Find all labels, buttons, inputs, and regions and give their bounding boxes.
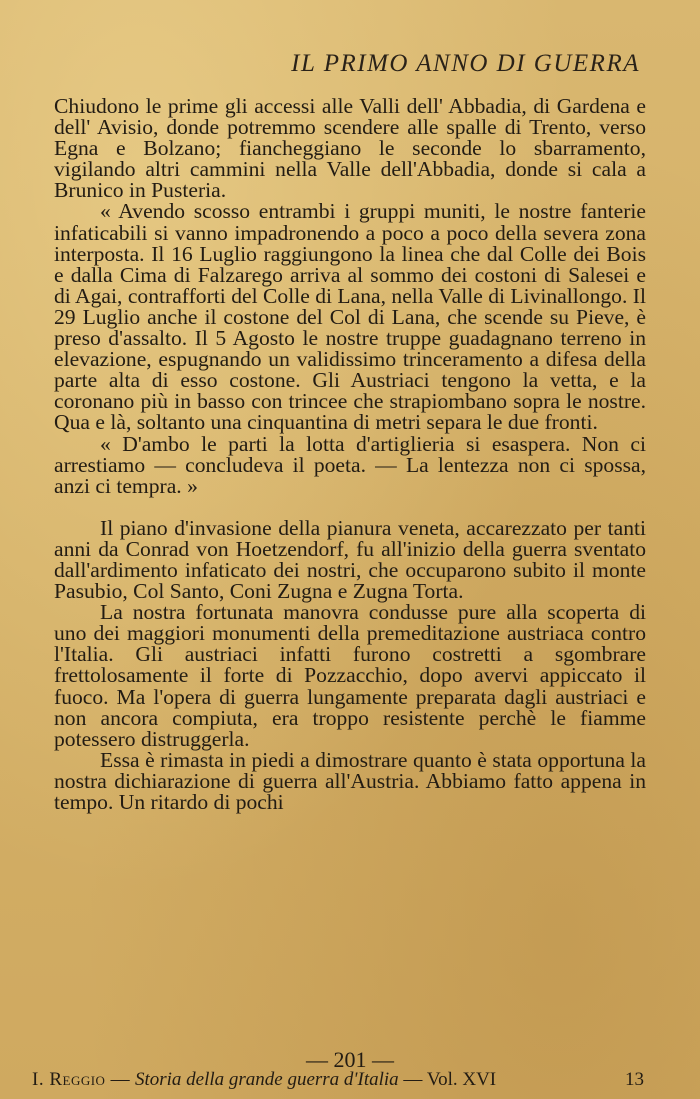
paragraph: « D'ambo le parti la lotta d'artiglieria si esaspera. Non ci arrestiamo — concludeva il poeta. — La lentezza non ci spossa, anzi ci tempra. » [54,431,646,498]
footer [32,1069,644,1091]
footer-work-title: Storia della grande guerra d'Italia [134,1069,399,1090]
paragraph: Il piano d'invasione della pianura veneta, accarezzato per tanti anni da Conrad von Hoetzendorf, fu all'inizio della guerra sventato dall'ardimento infaticato dei nostri, che occuparono subito il monte Pasubio, Col Santo, Coni Zugna e Zugna Torta. [54,515,646,604]
page-number: — 201 — [306,1047,394,1072]
paragraph: La nostra fortunata manovra condusse pure alla scoperta di uno dei maggiori monumenti della premeditazione austriaca contro l'Italia. Gli austriaci infatti furono costretti a sgombrare frettolosamente il forte di Pozzacchio, dopo avervi appiccato il fuoco. Ma l'opera di guerra lungamente preparata dagli austriaci e non ancora compiuta, era troppo resistente perchè le fiamme potessero distruggerla. [54,600,646,751]
footer-volume: — Vol. XVI [403,1069,497,1090]
paragraph: « Avendo scosso entrambi i gruppi muniti, le nostre fanterie infaticabili si vanno impadronendo a poco a poco della severa zona interposta. Il 16 Luglio raggiungono la linea che dal Colle dei Bois e dalla Cima di Falzarego arriva al sommo dei costoni di Salesei e di Agai, contrafforti del Colle di Lana, nella Valle di Livinallongo. Il 29 Luglio anche il costone del Col di Lana, che scende su Pieve, è preso d'assalto. Il 5 Agosto le nostre truppe guadagnano terreno in elevazione, espugnando un validissimo trinceramento a difesa della parte alta di esso costone. Gli Austriaci tengono la vetta, e la coronano più in basso con trincee che strapiombano sopra le nostre. Qua e là, soltanto una cinquantina di metri separa le due fronti. [54,199,646,435]
footer-signature: 13 [625,1069,644,1090]
paragraph: Essa è rimasta in piedi a dimostrare quanto è stata opportuna la nostra dichiarazione di guerra all'Austria. Abbiamo fatto appena in tempo. Un ritardo di pochi [54,747,646,814]
footer-author: I. Reggio — [32,1069,131,1090]
running-header: IL PRIMO ANNO DI GUERRA [291,50,640,77]
footer-citation [32,1069,496,1091]
paragraph: Chiudono le prime gli accessi alle Valli dell' Abbadia, di Gardena e dell' Avisio, donde potremmo scendere alle spalle di Trento, verso Egna e Bolzano; fiancheggiano le seconde lo sbarramento, vigilando altri cammini nella Valle dell'Abbadia, donde si cala a Brunico in Pusteria. [54,94,646,203]
body-text [54,96,646,813]
